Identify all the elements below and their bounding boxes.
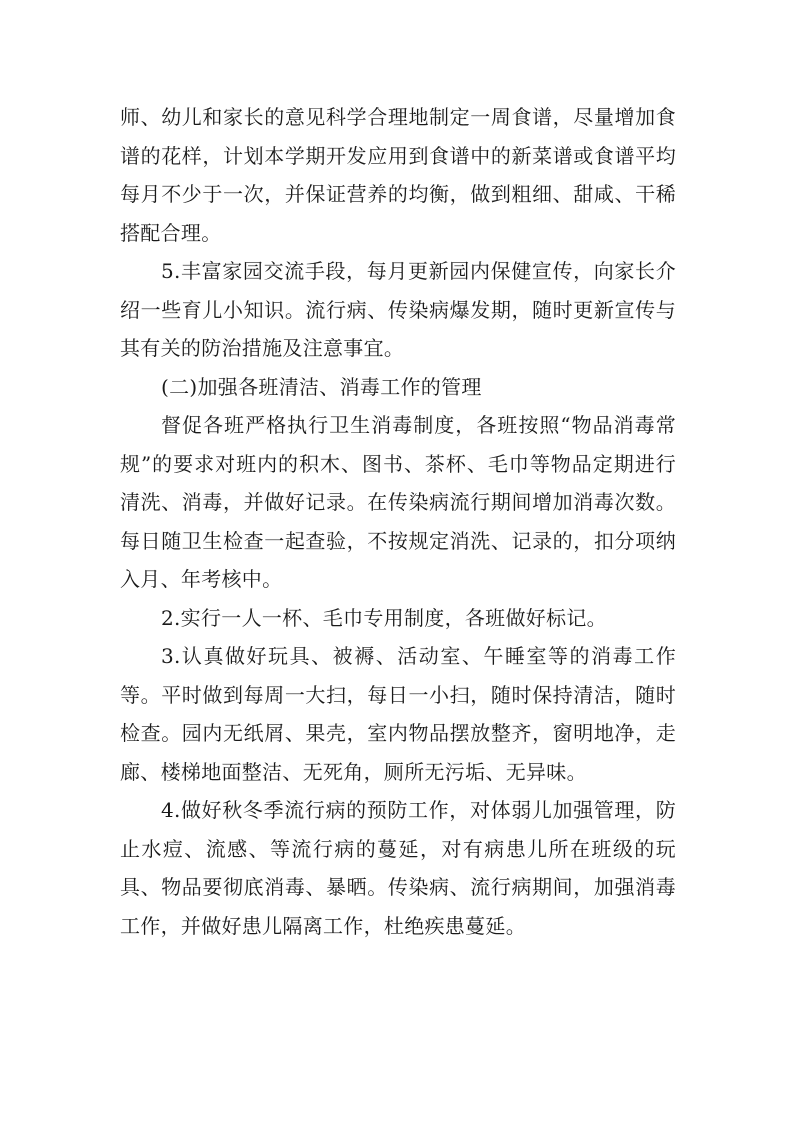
section-heading-cleaning: (二)加强各班清洁、消毒工作的管理 xyxy=(161,374,482,399)
paragraph-item-4-prevention: 4.做好秋冬季流行病的预防工作，对体弱儿加强管理，防止水痘、流感、等流行病的蔓延，对有病患儿所在班级的玩具、物品要彻底消毒、暴晒。传染病、流行病期间，加强消毒工作，并做好患儿隔离工作，杜绝疾患蔓延。 xyxy=(120,798,676,938)
paragraph-menu-planning: 师、幼儿和家长的意见科学合理地制定一周食谱，尽量增加食谱的花样，计划本学期开发应用到食谱中的新菜谱或食谱平均每月不少于一次，并保证营养的均衡，做到粗细、甜咸、干稀搭配合理。 xyxy=(120,105,676,245)
document-body xyxy=(120,98,676,945)
paragraph-item-3-cleaning: 3.认真做好玩具、被褥、活动室、午睡室等的消毒工作等。平时做到每周一大扫，每日一小扫，随时保持清洁，随时检查。园内无纸屑、果壳，室内物品摆放整齐，窗明地净，走廊、楼梯地面整洁、无死角，厕所无污垢、无异味。 xyxy=(120,644,676,784)
paragraph-item-5-communication: 5.丰富家园交流手段，每月更新园内保健宣传，向家长介绍一些育儿小知识。流行病、传染病爆发期，随时更新宣传与其有关的防治措施及注意事宜。 xyxy=(120,259,676,360)
paragraph-item-2-cups-towels: 2.实行一人一杯、毛巾专用制度，各班做好标记。 xyxy=(161,605,607,630)
paragraph-disinfection-supervision: 督促各班严格执行卫生消毒制度，各班按照“物品消毒常规”的要求对班内的积木、图书、茶杯、毛巾等物品定期进行清洗、消毒，并做好记录。在传染病流行期间增加消毒次数。每日随卫生检查一起查验，不按规定消洗、记录的，扣分项纳入月、年考核中。 xyxy=(120,413,676,591)
